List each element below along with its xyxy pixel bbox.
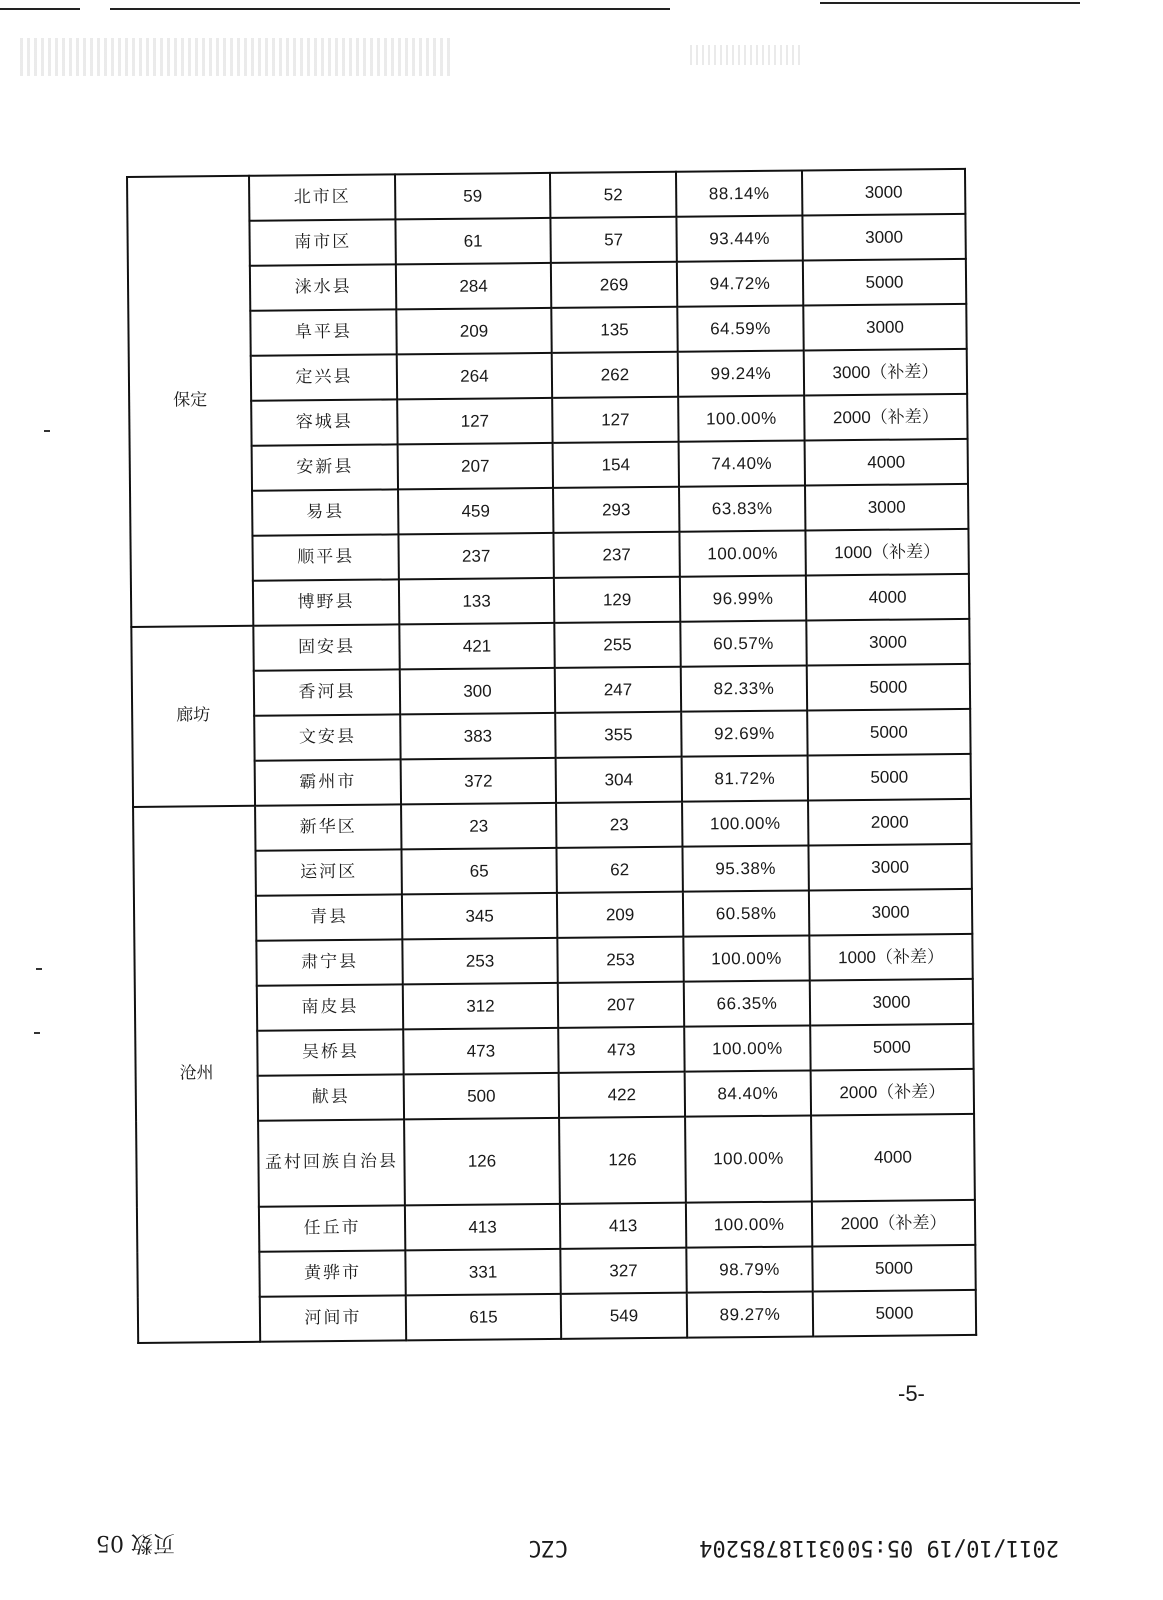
county-cell: 吴桥县 — [257, 1029, 403, 1075]
percentage-cell: 84.40% — [685, 1070, 811, 1116]
region-cell: 保定 — [127, 176, 253, 627]
count-b-cell: 247 — [555, 667, 681, 713]
count-b-cell: 304 — [556, 757, 682, 803]
count-b-cell: 135 — [551, 307, 677, 353]
margin-mark — [34, 1032, 40, 1034]
percentage-cell: 63.83% — [679, 485, 805, 531]
percentage-cell: 94.72% — [677, 261, 803, 307]
county-cell: 北市区 — [249, 174, 395, 220]
percentage-cell: 82.33% — [681, 665, 807, 711]
percentage-cell: 88.14% — [676, 171, 802, 217]
region-cell: 沧州 — [133, 806, 260, 1343]
table-row — [127, 214, 965, 267]
table-row — [137, 1245, 975, 1298]
count-a-cell: 207 — [398, 443, 553, 489]
table-row — [136, 1069, 974, 1122]
count-b-cell: 413 — [560, 1203, 686, 1249]
fax-datetime: 2011/10/19 05:50 — [847, 1535, 1059, 1560]
count-b-cell: 549 — [561, 1293, 687, 1339]
count-b-cell: 52 — [550, 172, 676, 218]
fax-footer — [0, 1518, 1163, 1578]
county-cell: 献县 — [258, 1074, 404, 1120]
count-a-cell: 312 — [403, 983, 558, 1029]
count-a-cell: 413 — [405, 1204, 560, 1250]
scan-noise-header-right — [690, 45, 800, 65]
count-b-cell: 269 — [551, 262, 677, 308]
county-cell: 容城县 — [251, 399, 397, 445]
county-cell: 黄骅市 — [259, 1250, 405, 1296]
table-row — [129, 349, 967, 402]
county-cell: 固安县 — [253, 624, 399, 670]
table-row — [134, 889, 972, 942]
count-a-cell: 421 — [399, 623, 554, 669]
amount-cell: 2000（补差） — [804, 394, 967, 441]
count-b-cell: 129 — [554, 577, 680, 623]
header-rule-center — [110, 8, 670, 10]
table-row — [128, 304, 966, 357]
table-row — [131, 574, 969, 627]
amount-cell: 3000 — [803, 304, 966, 351]
amount-cell: 5000 — [807, 709, 970, 756]
county-cell: 运河区 — [255, 849, 401, 895]
amount-cell: 3000 — [802, 214, 965, 261]
amount-cell: 4000 — [806, 574, 969, 621]
count-b-cell: 57 — [550, 217, 676, 263]
table-row — [129, 394, 967, 447]
statistics-table — [126, 168, 977, 1344]
count-a-cell: 615 — [406, 1294, 561, 1340]
county-cell: 顺平县 — [252, 534, 398, 580]
fax-code: CZC — [528, 1535, 568, 1560]
percentage-cell: 81.72% — [682, 755, 808, 801]
amount-cell: 3000 — [809, 889, 972, 936]
percentage-cell: 100.00% — [685, 1115, 812, 1202]
table-row — [130, 484, 968, 537]
count-b-cell: 62 — [556, 847, 682, 893]
county-cell: 肃宁县 — [256, 939, 402, 985]
count-b-cell: 207 — [558, 982, 684, 1028]
county-cell: 河间市 — [260, 1295, 406, 1341]
percentage-cell: 100.00% — [678, 396, 804, 442]
county-cell: 定兴县 — [251, 354, 397, 400]
count-b-cell: 327 — [560, 1248, 686, 1294]
table-row — [131, 619, 969, 672]
count-b-cell: 355 — [555, 712, 681, 758]
table-row — [137, 1200, 975, 1253]
amount-cell: 4000 — [811, 1114, 975, 1202]
amount-cell: 2000（补差） — [811, 1069, 974, 1116]
page-number: -5- — [898, 1381, 925, 1406]
count-b-cell: 23 — [556, 802, 682, 848]
amount-cell: 5000 — [810, 1024, 973, 1071]
count-a-cell: 459 — [398, 488, 553, 534]
table-row — [133, 844, 971, 897]
count-a-cell: 372 — [401, 758, 556, 804]
percentage-cell: 60.57% — [680, 620, 806, 666]
count-b-cell: 422 — [559, 1072, 685, 1118]
percentage-cell: 100.00% — [682, 800, 808, 846]
percentage-cell: 95.38% — [682, 845, 808, 891]
percentage-cell: 98.79% — [686, 1246, 812, 1292]
percentage-cell: 100.00% — [679, 530, 805, 576]
percentage-cell: 100.00% — [683, 935, 809, 981]
scan-noise-header — [20, 38, 450, 76]
county-cell: 青县 — [256, 894, 402, 940]
count-a-cell: 331 — [405, 1249, 560, 1295]
county-cell: 安新县 — [252, 444, 398, 490]
count-a-cell: 127 — [397, 398, 552, 444]
table-row — [128, 259, 966, 312]
county-cell: 涞水县 — [250, 264, 396, 310]
count-a-cell: 209 — [396, 308, 551, 354]
table-row — [135, 979, 973, 1032]
count-b-cell: 255 — [554, 622, 680, 668]
count-b-cell: 473 — [558, 1027, 684, 1073]
amount-cell: 4000 — [805, 439, 968, 486]
count-a-cell: 253 — [402, 938, 557, 984]
count-b-cell: 209 — [557, 892, 683, 938]
count-a-cell: 65 — [401, 848, 556, 894]
count-b-cell: 127 — [552, 397, 678, 443]
county-cell: 南皮县 — [257, 984, 403, 1030]
amount-cell: 3000 — [810, 979, 973, 1026]
percentage-cell: 66.35% — [684, 980, 810, 1026]
percentage-cell: 99.24% — [678, 351, 804, 397]
amount-cell: 1000（补差） — [805, 529, 968, 576]
count-a-cell: 23 — [401, 803, 556, 849]
county-cell: 南市区 — [249, 219, 395, 265]
county-cell: 易县 — [252, 489, 398, 535]
amount-cell: 2000 — [808, 799, 971, 846]
percentage-cell: 96.99% — [680, 575, 806, 621]
fax-page-label: 页数 05 — [96, 1530, 175, 1555]
count-a-cell: 59 — [395, 173, 550, 219]
region-cell: 廊坊 — [131, 626, 255, 807]
count-a-cell: 284 — [396, 263, 551, 309]
fax-number: 03118785204 — [699, 1535, 845, 1560]
table-row — [130, 529, 968, 582]
count-b-cell: 293 — [553, 487, 679, 533]
percentage-cell: 93.44% — [676, 216, 802, 262]
amount-cell: 5000 — [807, 664, 970, 711]
count-a-cell: 383 — [400, 713, 555, 759]
county-cell: 阜平县 — [250, 309, 396, 355]
table-row — [130, 439, 968, 492]
count-a-cell: 345 — [402, 893, 557, 939]
percentage-cell: 89.27% — [687, 1291, 813, 1337]
count-a-cell: 237 — [398, 533, 553, 579]
amount-cell: 3000 — [808, 844, 971, 891]
count-a-cell: 500 — [404, 1073, 559, 1119]
county-cell: 文安县 — [254, 714, 400, 760]
amount-cell: 3000 — [805, 484, 968, 531]
percentage-cell: 100.00% — [686, 1201, 812, 1247]
amount-cell: 3000 — [806, 619, 969, 666]
amount-cell: 3000 — [802, 169, 965, 216]
table-row — [133, 799, 971, 852]
count-a-cell: 473 — [403, 1028, 558, 1074]
count-a-cell: 126 — [404, 1118, 560, 1205]
count-b-cell: 253 — [557, 937, 683, 983]
county-cell: 博野县 — [253, 579, 399, 625]
amount-cell: 3000（补差） — [804, 349, 967, 396]
amount-cell: 5000 — [812, 1245, 975, 1292]
county-cell: 新华区 — [255, 804, 401, 850]
amount-cell: 5000 — [808, 754, 971, 801]
table-row — [134, 934, 972, 987]
table-row — [135, 1024, 973, 1077]
table-row — [127, 169, 965, 222]
count-a-cell: 133 — [399, 578, 554, 624]
amount-cell: 1000（补差） — [809, 934, 972, 981]
header-rule-left — [0, 8, 80, 10]
percentage-cell: 60.58% — [683, 890, 809, 936]
count-a-cell: 61 — [395, 218, 550, 264]
percentage-cell: 64.59% — [677, 306, 803, 352]
amount-cell: 2000（补差） — [812, 1200, 975, 1247]
header-rule-right — [820, 2, 1080, 4]
count-b-cell: 154 — [553, 442, 679, 488]
table-row — [132, 709, 970, 762]
county-cell: 霸州市 — [255, 759, 401, 805]
county-cell: 香河县 — [254, 669, 400, 715]
margin-mark — [44, 430, 50, 432]
count-b-cell: 126 — [559, 1117, 686, 1204]
table-row — [138, 1290, 976, 1343]
count-b-cell: 237 — [553, 532, 679, 578]
amount-cell: 5000 — [803, 259, 966, 306]
county-cell: 任丘市 — [259, 1205, 405, 1251]
percentage-cell: 92.69% — [681, 710, 807, 756]
table-row — [136, 1114, 975, 1208]
table-row — [132, 664, 970, 717]
amount-cell: 5000 — [813, 1290, 976, 1337]
count-a-cell: 300 — [400, 668, 555, 714]
table-row — [133, 754, 971, 807]
count-b-cell: 262 — [552, 352, 678, 398]
percentage-cell: 100.00% — [684, 1025, 810, 1071]
percentage-cell: 74.40% — [679, 440, 805, 486]
count-a-cell: 264 — [397, 353, 552, 399]
margin-mark — [36, 968, 42, 970]
county-cell: 孟村回族自治县 — [258, 1119, 405, 1206]
